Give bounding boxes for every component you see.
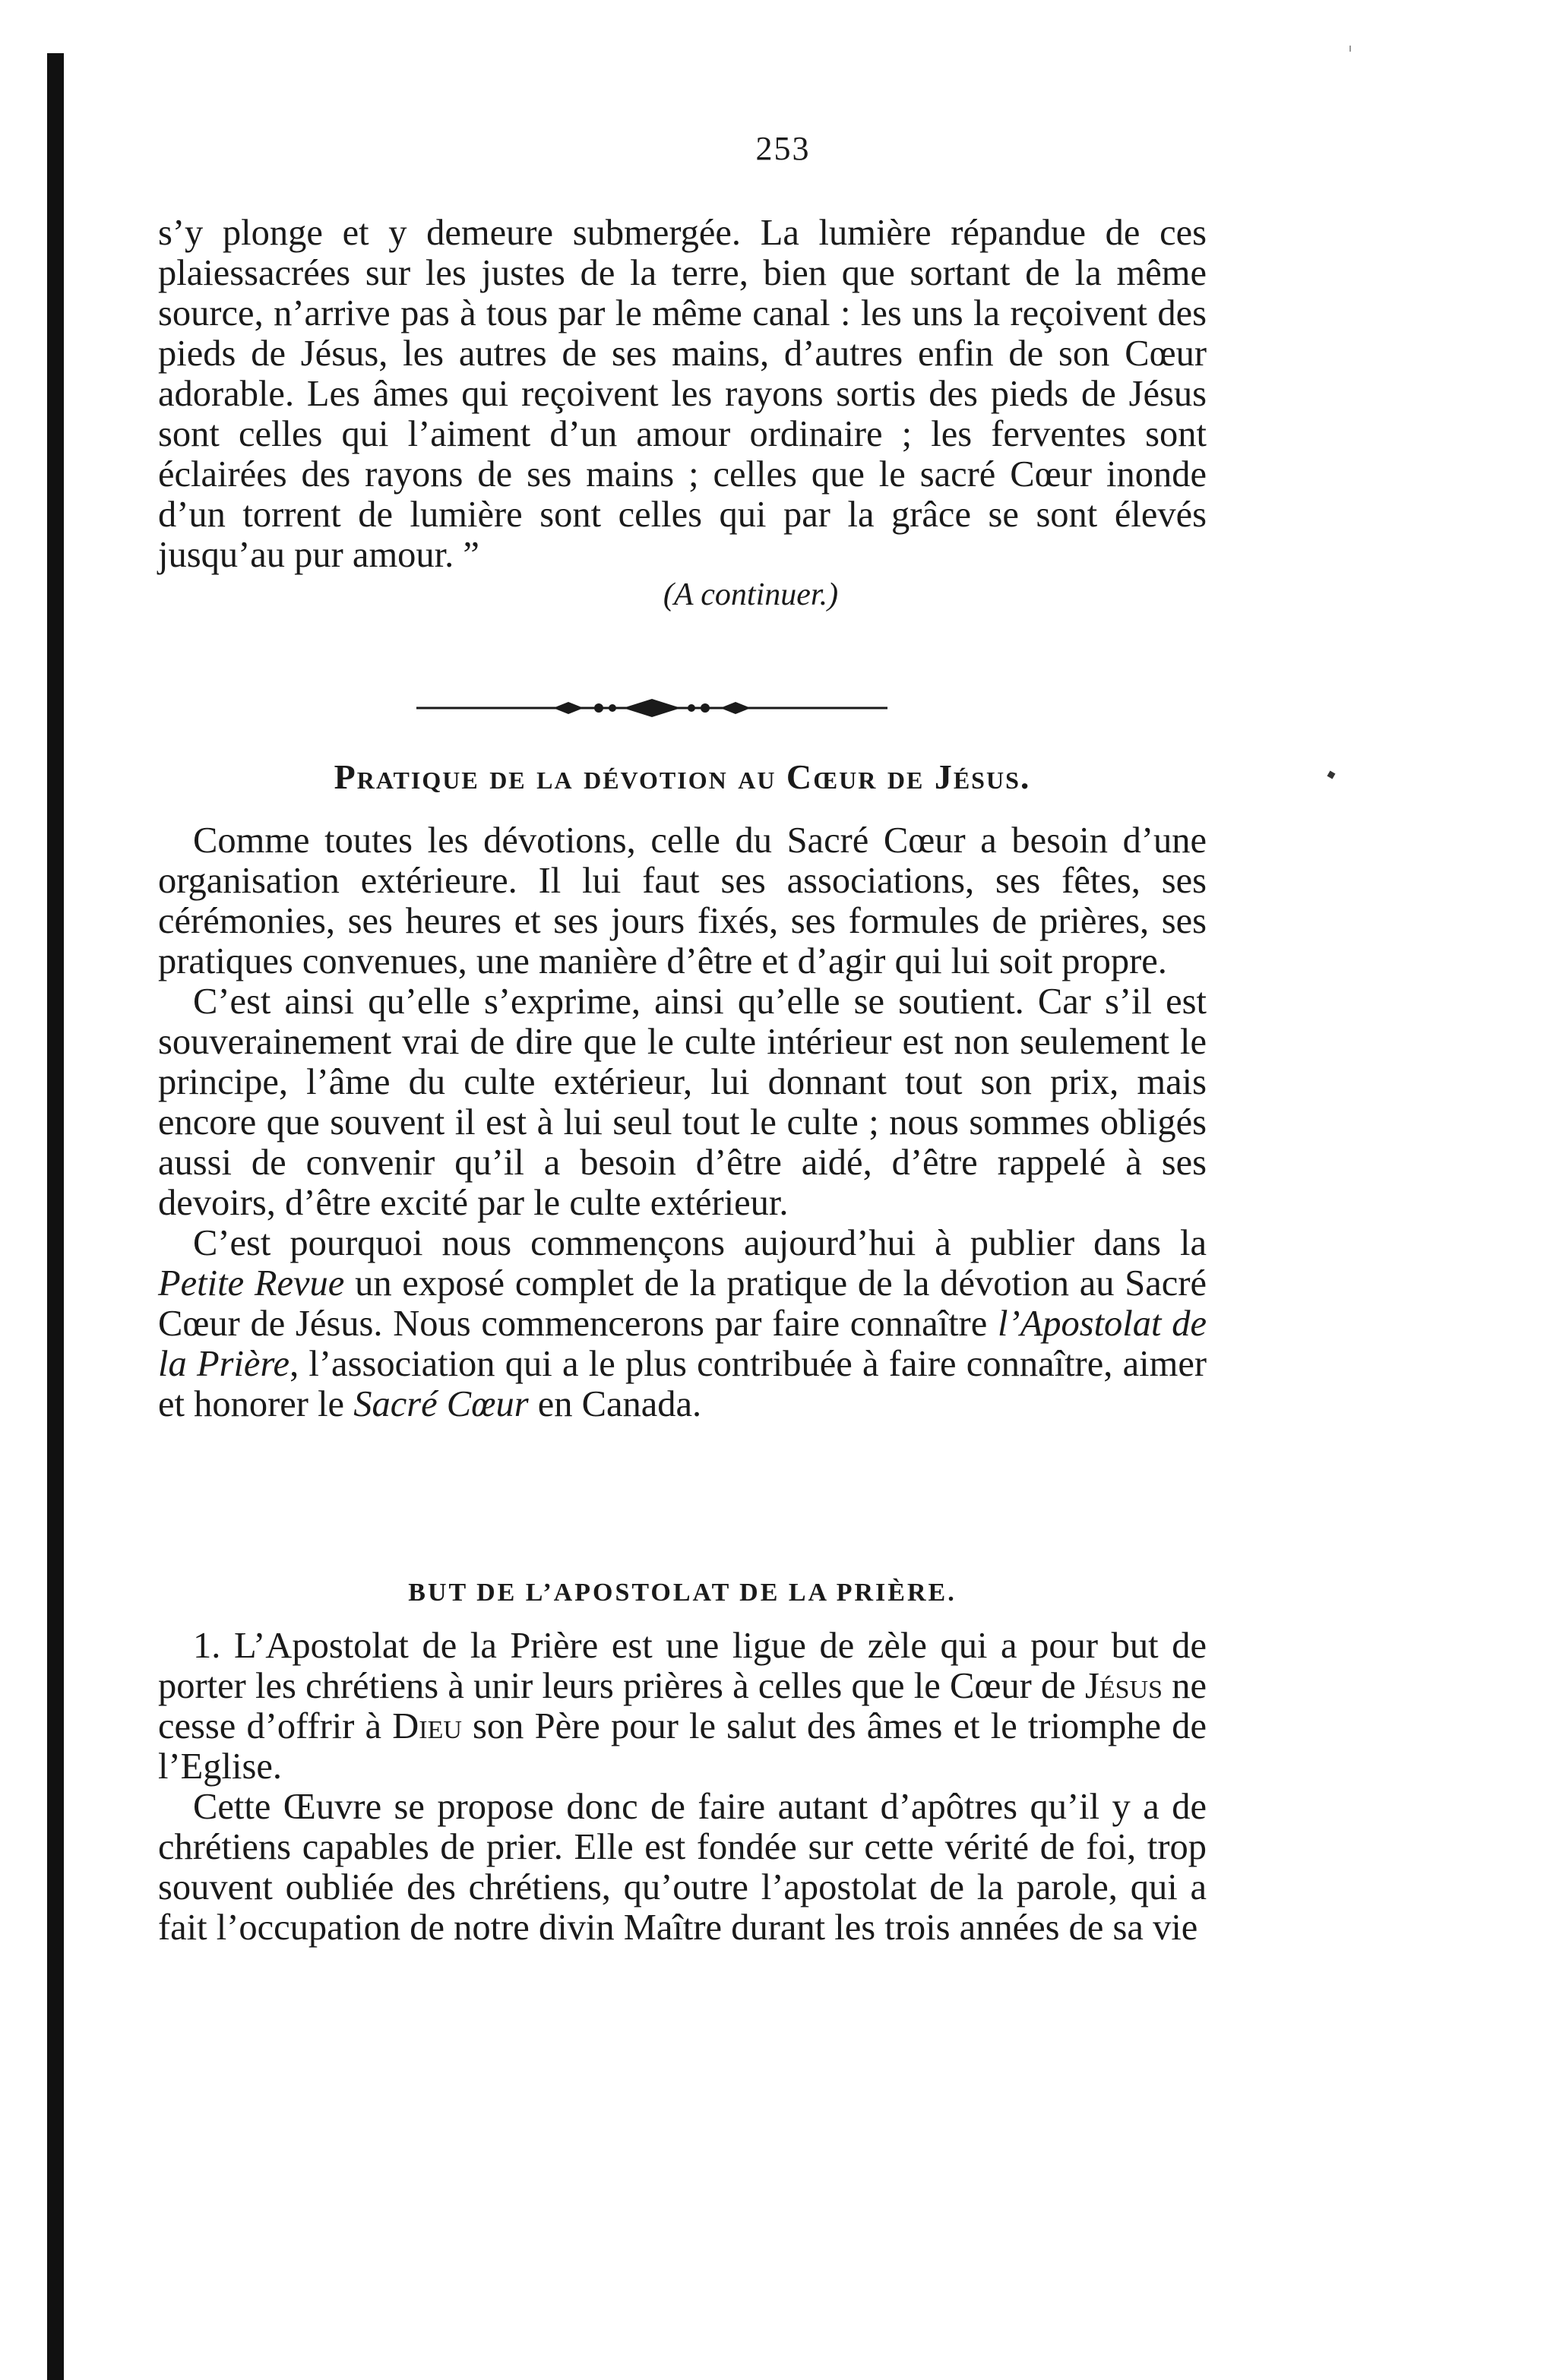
scan-speck (1327, 771, 1336, 779)
subheading: BUT DE L’APOSTOLAT DE LA PRIÈRE. (408, 1579, 957, 1607)
section-body (158, 820, 1207, 1424)
section-title: Pratique de la dévotion au Cœur de Jésus. (334, 757, 1031, 796)
apostolat-body (158, 1626, 1207, 1948)
section-paragraph-1: Comme toutes les dévotions, celle du Sacré Cœur a besoin d’une organisation extérieure. Il lui faut ses associations, ses fêtes, ses cérémonies, ses heures et ses jours fixés, ses formules de prières, ses pratiques convenues, une manière d’être et d’agir qui lui soit propre. (158, 820, 1207, 981)
top-text-block (158, 213, 1207, 615)
numbered-paragraph-1: 1. L’Apostolat de la Prière est une ligue de zèle qui a pour but de porter les chrétiens à unir leurs prières à celles que le Cœur de Jésus ne cesse d’offrir à Dieu son Père pour le salut des âmes et le triomphe de l’Eglise. (158, 1626, 1207, 1787)
ornamental-divider (416, 693, 887, 723)
final-paragraph: Cette Œuvre se propose donc de faire autant d’apôtres qu’il y a de chrétiens capables de prier. Elle est fondée sur cette vérité de foi, trop souvent oubliée des chrétiens, qu’outre l’apostolat de la parole, qui a fait l’occupation de notre divin Maître durant les trois années de sa vie (158, 1787, 1207, 1948)
scan-speck (1349, 46, 1351, 52)
section-paragraph-3: C’est pourquoi nous commençons aujourd’hui à publier dans la Petite Revue un exposé complet de la pratique de la dévotion au Sacré Cœur de Jésus. Nous commencerons par faire connaître l’Apostolat de la Prière, l’association qui a le plus contribuée à faire connaître, aimer et honorer le Sacré Cœur en Canada. (158, 1223, 1207, 1424)
continuation-note: (A continuer.) (663, 577, 839, 612)
scan-edge-shadow (47, 53, 64, 2380)
section-paragraph-2: C’est ainsi qu’elle s’exprime, ainsi qu’elle se soutient. Car s’il est souverainement vrai de dire que le culte intérieur est non seulement le principe, l’âme du culte extérieur, lui donnant tout son prix, mais encore que souvent il est à lui seul tout le culte ; nous sommes obligés aussi de convenir qu’il a besoin d’être aidé, d’être rappelé à ses devoirs, d’être excité par le culte extérieur. (158, 981, 1207, 1223)
top-paragraph: s’y plonge et y demeure submergée. La lumière répandue de ces plaiessacrées sur les justes de la terre, bien que sortant de la même source, n’arrive pas à tous par le même canal : les uns la reçoivent des pieds de Jésus, les autres de ses mains, d’autres enfin de son Cœur adorable. Les âmes qui reçoivent les rayons sortis des pieds de Jésus sont celles qui l’aiment d’un amour ordinaire ; les ferventes sont éclairées des rayons de ses mains ; celles que le sacré Cœur inonde d’un torrent de lumière sont celles qui par la grâce se sont élevés jusqu’au pur amour. ” (158, 213, 1207, 575)
page-number: 253 (755, 130, 811, 167)
